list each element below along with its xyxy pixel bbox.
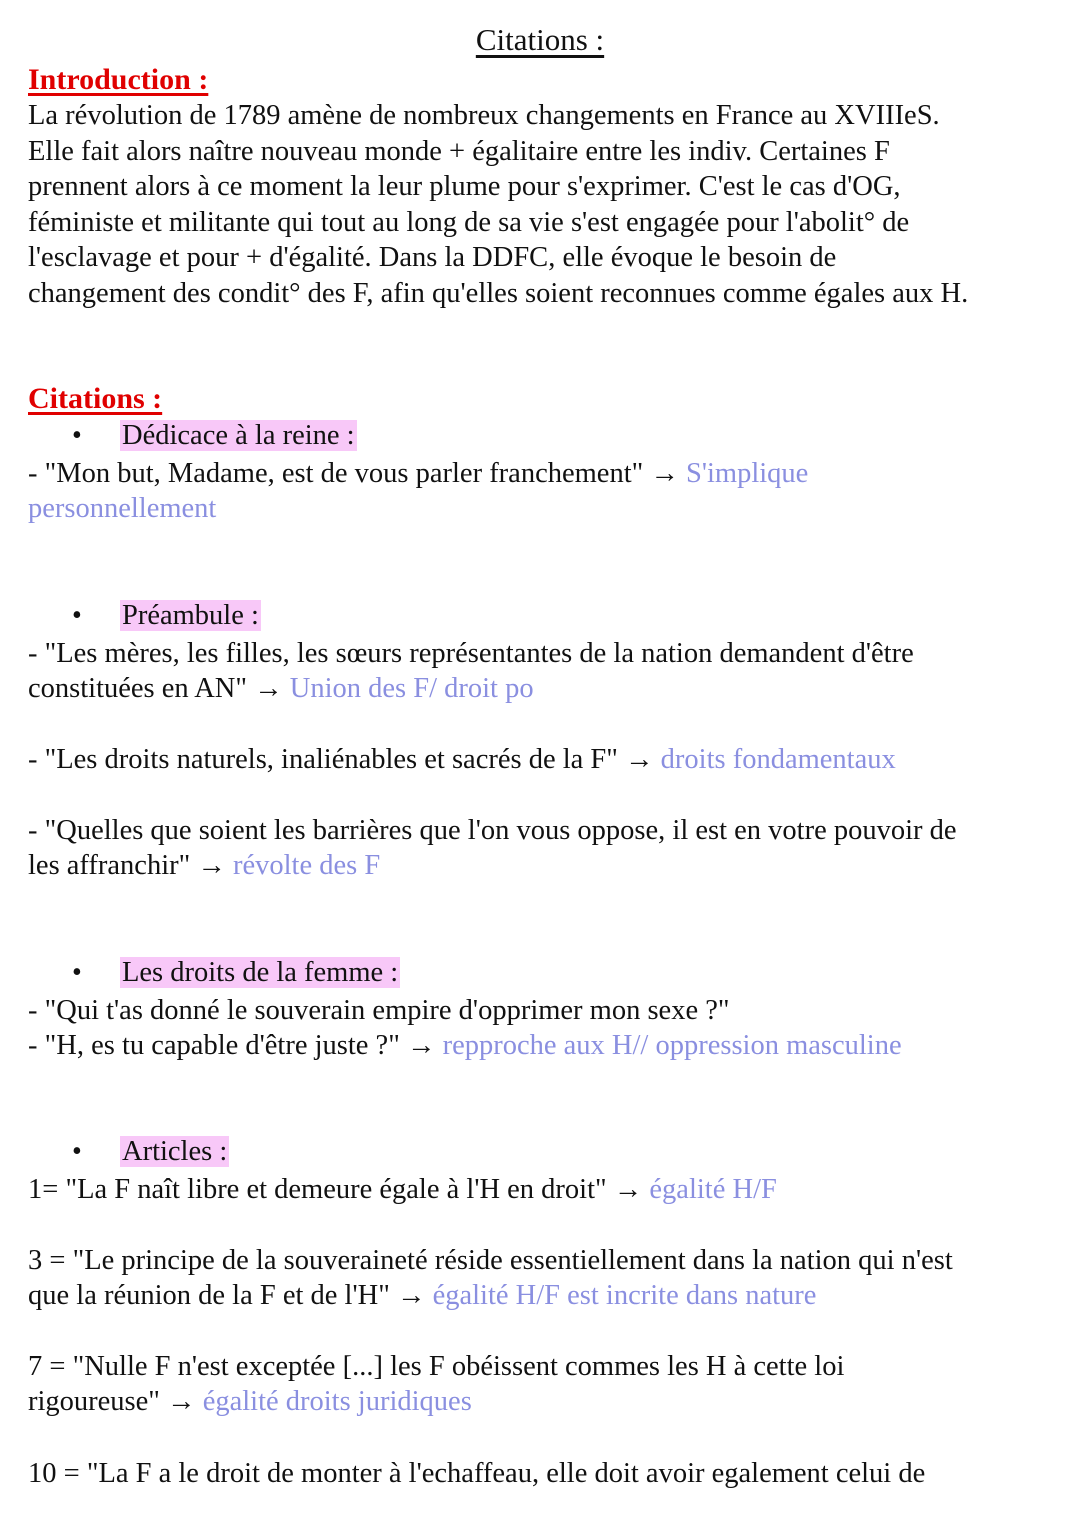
section-label: Articles : (122, 1136, 228, 1167)
quote-line (28, 456, 808, 492)
section-label: Dédicace à la reine : (122, 420, 355, 451)
quote-line: - "Quelles que soient les barrières que l'on vous oppose, il est en votre pouvoir de (28, 815, 957, 846)
intro-paragraph (28, 98, 1058, 311)
article-line: 10 = "La F a le droit de monter à l'echaffeau, elle doit avoir egalement celui de (28, 1458, 926, 1489)
annotation-note: égalité droits juridiques (202, 1386, 472, 1417)
intro-heading: Introduction : (28, 63, 209, 96)
section-preambule (72, 599, 261, 633)
quote-text: les affranchir" → (28, 850, 233, 881)
annotation-note: droits fondamentaux (660, 744, 896, 775)
bullet-icon: • (72, 420, 82, 451)
quote-line: - "Qui t'as donné le souverain empire d'opprimer mon sexe ?" (28, 995, 730, 1026)
annotation-note: égalité H/F est incrite dans nature (432, 1280, 817, 1311)
section-label: Les droits de la femme : (122, 957, 399, 988)
article-line: 3 = "Le principe de la souveraineté réside essentiellement dans la nation qui n'est (28, 1245, 953, 1276)
quote-text: - "Les droits naturels, inaliénables et sacrés de la F" → (28, 744, 661, 775)
quote-text: - "Mon but, Madame, est de vous parler franchement" → (28, 458, 686, 489)
quote-text: que la réunion de la F et de l'H" → (28, 1280, 433, 1311)
section-dedicace (72, 419, 357, 453)
bullet-icon: • (72, 1136, 82, 1167)
quote-line (28, 742, 896, 778)
article-line (28, 1384, 472, 1420)
page-title: Citations : (475, 22, 605, 57)
intro-line: changement des condit° des F, afin qu'elles soient reconnues comme égales aux H. (28, 277, 969, 309)
quote-text: 1= "La F naît libre et demeure égale à l'H en droit" → (28, 1174, 650, 1205)
annotation-note: Union des F/ droit po (289, 673, 534, 704)
article-line: 7 = "Nulle F n'est exceptée [...] les F obéissent commes les H à cette loi (28, 1351, 845, 1382)
intro-line: La révolution de 1789 amène de nombreux changements en France au XVIIIeS. (28, 100, 940, 131)
intro-line: féministe et militante qui tout au long de sa vie s'est engagée pour l'abolit° de (28, 206, 910, 238)
quote-line (28, 848, 380, 884)
intro-line: l'esclavage et pour + d'égalité. Dans la DDFC, elle évoque le besoin de (28, 242, 837, 273)
article-line (28, 1278, 816, 1314)
bullet-icon: • (72, 600, 82, 631)
annotation-note: égalité H/F (649, 1174, 777, 1205)
section-label: Préambule : (122, 600, 259, 631)
quote-line (28, 1028, 902, 1064)
intro-line: Elle fait alors naître nouveau monde + égalitaire entre les indiv. Certaines F (28, 135, 890, 167)
quote-text: - "H, es tu capable d'être juste ?" → (28, 1030, 443, 1061)
citations-heading: Citations : (28, 382, 163, 415)
annotation-note: repproche aux H// oppression masculine (442, 1030, 902, 1061)
annotation-note: S'implique (686, 458, 809, 489)
bullet-icon: • (72, 957, 82, 988)
annotation-note: révolte des F (232, 850, 381, 881)
intro-line: prennent alors à ce moment la leur plume pour s'exprimer. C'est le cas d'OG, (28, 171, 901, 202)
section-droits-femme (72, 956, 400, 990)
quote-line: - "Les mères, les filles, les sœurs représentantes de la nation demandent d'être (28, 638, 914, 669)
section-articles (72, 1135, 229, 1169)
quote-text: rigoureuse" → (28, 1386, 203, 1417)
quote-line (28, 671, 534, 707)
annotation-note: personnellement (28, 493, 217, 524)
article-line (28, 1172, 777, 1208)
quote-text: constituées en AN" → (28, 673, 290, 704)
